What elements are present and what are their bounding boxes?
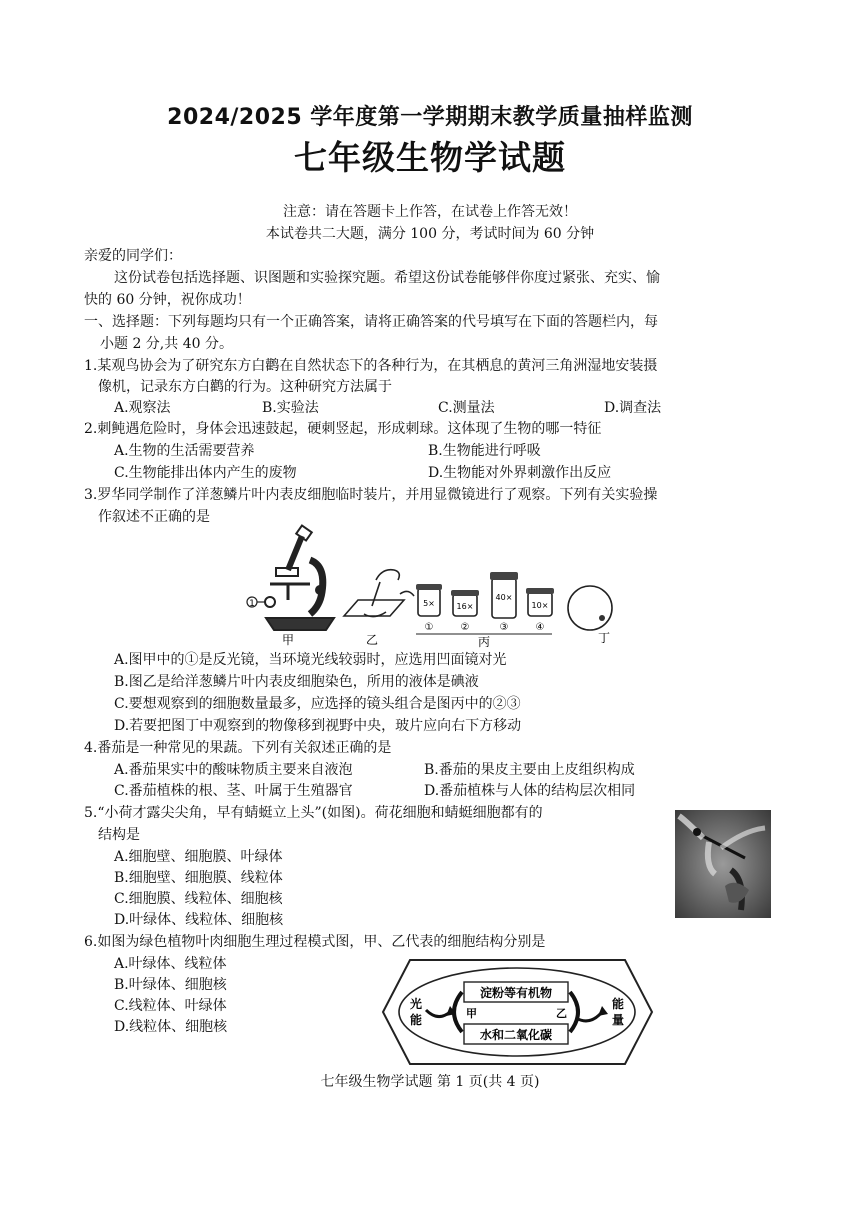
cell-outline (383, 960, 652, 1064)
q5-option-d: D.叶绿体、线粒体、细胞核 (114, 912, 284, 928)
q3-option-b: B.图乙是给洋葱鳞片叶内表皮细胞染色，所用的液体是碘液 (114, 674, 479, 690)
q3-stem-cont: 作叙述不正确的是 (98, 509, 210, 525)
q3-fig-circ3: ③ (499, 622, 509, 633)
exam-title: 七年级生物学试题 (294, 138, 566, 177)
q1-option-b: B.实验法 (262, 400, 319, 416)
greeting: 亲爱的同学们： (84, 248, 182, 264)
q4-option-c: C.番茄植株的根、茎、叶属于生殖器官 (114, 783, 353, 799)
q2-option-d: D.生物能对外界刺激作出反应 (428, 465, 612, 481)
q6-fig-energy1: 能 (612, 997, 625, 1011)
q2-stem: 2.刺鲀遇危险时，身体会迅速鼓起，硬刺竖起，形成刺球。这体现了生物的哪一特征 (84, 421, 602, 437)
q4-option-d: D.番茄植株与人体的结构层次相同 (424, 783, 636, 799)
q4-option-a: A.番茄果实中的酸味物质主要来自液泡 (114, 762, 353, 778)
q3-fig-circ4: ④ (535, 622, 545, 633)
q3-stem: 3.罗华同学制作了洋葱鳞片叶内表皮细胞临时装片，并用显微镜进行了观察。下列有关实验操 (84, 487, 658, 503)
lens-2 (451, 590, 479, 616)
q3-microscope-figure (240, 522, 620, 652)
microscope-illustration (265, 525, 334, 630)
q5-option-c: C.细胞膜、线粒体、细胞核 (114, 891, 283, 907)
q4-stem: 4.番茄是一种常见的果蔬。下列有关叙述正确的是 (84, 740, 392, 756)
q6-fig-jia: 甲 (466, 1007, 477, 1020)
q3-fig-circ2: ② (460, 622, 470, 633)
q3-fig-circ1-small: 1 (249, 599, 255, 609)
q6-fig-light2: 能 (410, 1013, 423, 1027)
q3-fig-label-ding: 丁 (597, 631, 611, 645)
q5-stem: 5.“小荷才露尖尖角，早有蜻蜓立上头”(如图)。荷花细胞和蜻蜓细胞都有的 (84, 805, 543, 821)
q5-option-b: B.细胞壁、细胞膜、线粒体 (114, 870, 283, 886)
q1-option-d: D.调查法 (604, 400, 662, 416)
q6-option-b: B.叶绿体、细胞核 (114, 977, 227, 993)
q6-fig-bottom-label: 水和二氧化碳 (479, 1028, 553, 1042)
q3-option-a: A.图甲中的①是反光镜，当环境光线较弱时，应选用凹面镜对光 (114, 652, 507, 668)
q3-option-c: C.要想观察到的细胞数量最多，应选择的镜头组合是图丙中的②③ (114, 696, 521, 712)
q1-stem-cont: 像机，记录东方白鹳的行为。这种研究方法属于 (98, 379, 392, 395)
exam-title-line1: 2024/2025 学年度第一学期期末教学质量抽样监测 (167, 105, 693, 130)
field-of-view-circle (568, 586, 612, 630)
lens-4 (526, 588, 554, 616)
lens-3 (490, 572, 518, 618)
section1-instructions-cont: 小题 2 分,共 40 分。 (100, 336, 233, 352)
q2-option-a: A.生物的生活需要营养 (114, 443, 255, 459)
q6-fig-light1: 光 (410, 997, 423, 1011)
q5-option-a: A.细胞壁、细胞膜、叶绿体 (114, 849, 283, 865)
intro-para-line2: 快的 60 分钟，祝你成功！ (84, 292, 251, 308)
staining-illustration (344, 570, 414, 617)
page-footer: 七年级生物学试题 第 1 页(共 4 页) (320, 1074, 540, 1090)
q6-fig-yi: 乙 (556, 1007, 567, 1020)
q6-option-d: D.线粒体、细胞核 (114, 1019, 228, 1035)
q4-option-b: B.番茄的果皮主要由上皮组织构成 (424, 762, 635, 778)
q2-option-c: C.生物能排出体内产生的废物 (114, 465, 297, 481)
lens-1 (416, 584, 442, 616)
q6-leaf-cell-diagram (380, 956, 655, 1068)
q3-fig-label-jia: 甲 (281, 633, 295, 647)
q3-fig-label-yi: 乙 (365, 633, 379, 647)
q6-stem: 6.如图为绿色植物叶肉细胞生理过程模式图，甲、乙代表的细胞结构分别是 (84, 934, 546, 950)
q6-fig-top-label: 淀粉等有机物 (479, 986, 553, 1000)
q1-option-a: A.观察法 (114, 400, 171, 416)
q2-option-b: B.生物能进行呼吸 (428, 443, 541, 459)
q3-fig-circ1: ① (424, 622, 434, 633)
dragonfly-on-lotus-photo (675, 810, 771, 918)
q3-fig-label-bing: 丙 (477, 635, 491, 649)
notice-line1: 注意：请在答题卡上作答，在试卷上作答无效！ (283, 204, 577, 220)
object-image-dot (599, 615, 605, 621)
q5-stem-cont: 结构是 (98, 827, 140, 843)
lens3-mag: 40× (495, 593, 513, 602)
q6-fig-energy2: 量 (612, 1013, 625, 1027)
section1-instructions: 一、选择题：下列每题均只有一个正确答案，请将正确答案的代号填写在下面的答题栏内，每 (84, 314, 658, 330)
lens4-mag: 10× (531, 601, 549, 610)
q1-option-c: C.测量法 (438, 400, 495, 416)
lens1-mag: 5× (423, 599, 435, 608)
intro-para-line1: 这份试卷包括选择题、识图题和实验探究题。希望这份试卷能够伴你度过紧张、充实、愉 (114, 270, 660, 286)
lens2-mag: 16× (456, 602, 474, 611)
q6-option-c: C.线粒体、叶绿体 (114, 998, 227, 1014)
q1-stem: 1.某观鸟协会为了研究东方白鹳在自然状态下的各种行为，在其栖息的黄河三角洲湿地安装摄 (84, 358, 658, 374)
q3-option-d: D.若要把图丁中观察到的物像移到视野中央，玻片应向右下方移动 (114, 718, 522, 734)
q6-option-a: A.叶绿体、线粒体 (114, 956, 227, 972)
notice-line2: 本试卷共二大题，满分 100 分，考试时间为 60 分钟 (265, 226, 595, 242)
